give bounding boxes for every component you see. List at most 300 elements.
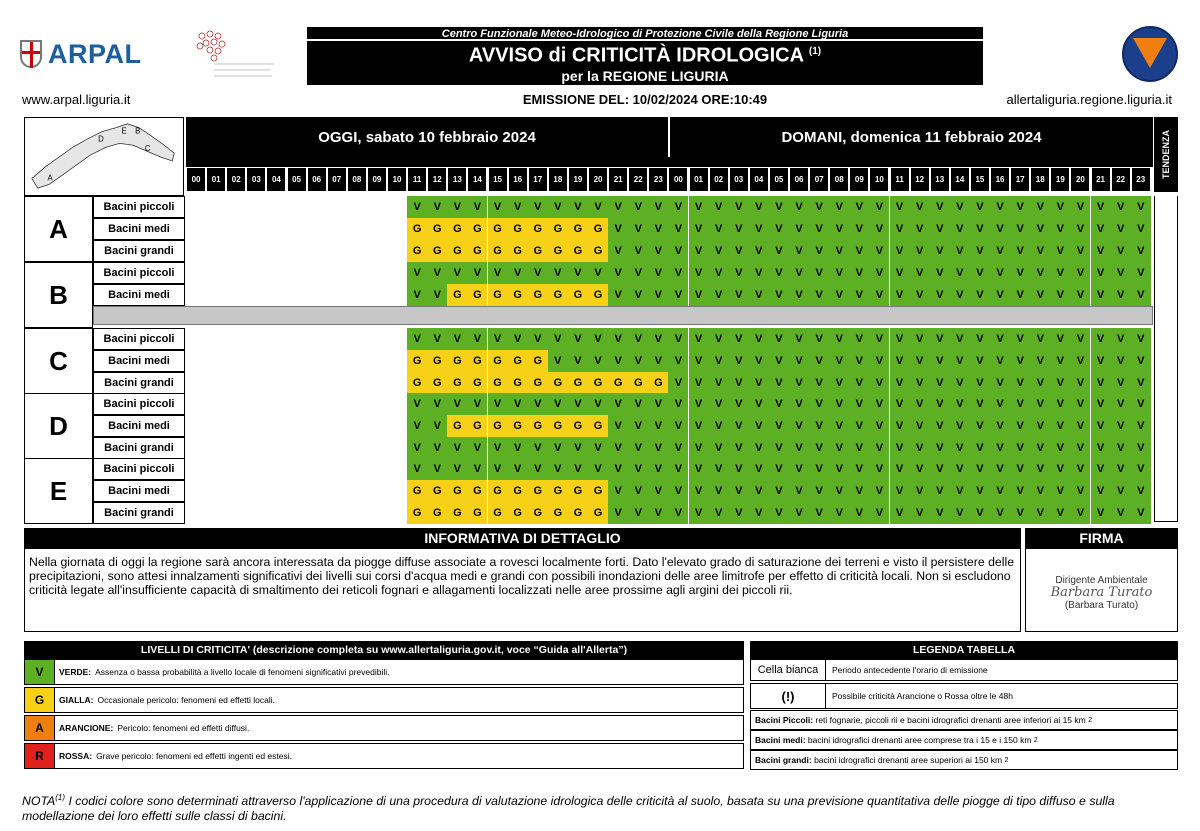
criticality-cell: V (628, 196, 648, 218)
criticality-cell: V (709, 458, 729, 480)
criticality-cell: V (930, 480, 950, 502)
criticality-cell: V (1131, 480, 1151, 502)
map-label-b: B (135, 126, 141, 136)
criticality-cell: V (950, 458, 970, 480)
criticality-cell: V (407, 415, 427, 437)
criticality-cell: V (1010, 240, 1030, 262)
hour-cell: 05 (769, 167, 789, 192)
criticality-cell: V (648, 480, 668, 502)
criticality-cell: V (890, 284, 910, 306)
zone-label: B (24, 262, 93, 328)
criticality-cell: V (1070, 437, 1090, 459)
criticality-cell: V (749, 284, 769, 306)
criticality-cell: G (447, 240, 467, 262)
criticality-cell: V (1050, 415, 1070, 437)
criticality-cell: G (628, 372, 648, 394)
criticality-cell: V (749, 328, 769, 350)
criticality-cell: V (628, 328, 648, 350)
criticality-cell: G (508, 350, 528, 372)
criticality-cell: V (829, 437, 849, 459)
centre-name: Centro Funzionale Meteo-Idrologico di Protezione Civile della Regione Liguria (307, 27, 983, 41)
criticality-cell: V (648, 393, 668, 415)
zone-label: A (24, 196, 93, 262)
criticality-cell: V (689, 240, 709, 262)
criticality-cell: V (1070, 502, 1090, 524)
criticality-cell: V (1131, 437, 1151, 459)
criticality-cell: V (1111, 240, 1131, 262)
level-name: ARANCIONE: (59, 723, 114, 733)
signature-handwriting: Barbara Turato (1050, 585, 1153, 600)
criticality-cell: V (447, 262, 467, 284)
criticality-cell: V (1111, 415, 1131, 437)
criticality-cell: V (1030, 262, 1050, 284)
hour-cell: 10 (869, 167, 889, 192)
criticality-cell: V (508, 393, 528, 415)
criticality-cell: V (1010, 262, 1030, 284)
criticality-cell: G (427, 372, 447, 394)
zone-separator (93, 306, 1153, 325)
criticality-cell: V (1091, 458, 1111, 480)
criticality-cell: G (568, 480, 588, 502)
criticality-cell: V (1050, 284, 1070, 306)
criticality-cell: V (789, 480, 809, 502)
criticality-cell: V (789, 328, 809, 350)
criticality-cell: G (467, 502, 487, 524)
criticality-cell: V (668, 350, 688, 372)
criticality-cell: G (467, 415, 487, 437)
criticality-cell: V (910, 218, 930, 240)
criticality-cell: V (849, 502, 869, 524)
criticality-cell: G (548, 218, 568, 240)
criticality-cell: V (648, 458, 668, 480)
criticality-cell: V (1030, 350, 1050, 372)
criticality-cell: V (1131, 372, 1151, 394)
criticality-cell: V (769, 196, 789, 218)
criticality-cell: V (950, 437, 970, 459)
legend-val-large-basins: bacini idrografici drenanti aree superiori ai 150 km (814, 755, 1003, 765)
criticality-cell: V (668, 415, 688, 437)
criticality-cell: V (608, 240, 628, 262)
level-row-v (24, 659, 744, 685)
criticality-cell: V (869, 328, 889, 350)
hour-cell: 19 (568, 167, 588, 192)
criticality-cell: V (869, 393, 889, 415)
hour-cell: 20 (1070, 167, 1090, 192)
criticality-cell: V (849, 240, 869, 262)
criticality-cell: V (970, 458, 990, 480)
criticality-cell: V (849, 284, 869, 306)
criticality-cell: G (588, 415, 608, 437)
org-name: ARPAL (48, 38, 142, 69)
criticality-cell: V (789, 393, 809, 415)
criticality-cell: V (930, 458, 950, 480)
criticality-cell: V (890, 218, 910, 240)
criticality-cell: V (1111, 218, 1131, 240)
level-code: A (25, 716, 55, 740)
legend-header: LEGENDA TABELLA (750, 641, 1178, 659)
level-name: GIALLA: (59, 695, 94, 705)
criticality-cell: V (970, 502, 990, 524)
criticality-cell: V (789, 240, 809, 262)
legend-row-white-cell (750, 659, 1178, 681)
criticality-cell: V (427, 393, 447, 415)
criticality-cell: V (910, 240, 930, 262)
hour-cell: 18 (548, 167, 568, 192)
criticality-cell: V (849, 196, 869, 218)
level-code: R (25, 744, 55, 768)
hour-cell: 00 (668, 167, 688, 192)
criticality-cell: V (910, 262, 930, 284)
criticality-cell: V (950, 218, 970, 240)
criticality-cell: V (427, 415, 447, 437)
criticality-cell: G (447, 350, 467, 372)
criticality-cell: V (749, 393, 769, 415)
criticality-cell: V (1010, 502, 1030, 524)
criticality-cell: G (467, 350, 487, 372)
criticality-cell: V (528, 458, 548, 480)
criticality-cell: V (1010, 196, 1030, 218)
criticality-cell: V (990, 480, 1010, 502)
criticality-cell: V (789, 415, 809, 437)
criticality-cell: V (1111, 458, 1131, 480)
criticality-cell: V (1030, 502, 1050, 524)
criticality-cell: V (849, 372, 869, 394)
criticality-cell: V (869, 284, 889, 306)
criticality-cell: V (608, 284, 628, 306)
criticality-cell: V (1091, 415, 1111, 437)
criticality-cell: V (930, 262, 950, 284)
criticality-cell: V (829, 502, 849, 524)
criticality-cell: V (668, 196, 688, 218)
criticality-cell: G (427, 502, 447, 524)
criticality-cell: V (930, 240, 950, 262)
level-description: Occasionale pericolo: fenomeni ed effetti locali. (97, 695, 275, 705)
criticality-cell: V (729, 196, 749, 218)
criticality-cell: V (689, 328, 709, 350)
criticality-cell: V (1030, 393, 1050, 415)
criticality-cell: G (528, 218, 548, 240)
criticality-cell: V (709, 328, 729, 350)
criticality-cell: V (1091, 284, 1111, 306)
criticality-cell: V (628, 480, 648, 502)
criticality-cell: G (568, 372, 588, 394)
criticality-cell: V (407, 458, 427, 480)
criticality-cell: V (528, 328, 548, 350)
criticality-cell: V (548, 328, 568, 350)
hour-cell: 08 (829, 167, 849, 192)
level-description: Grave pericolo: fenomeni ed effetti ingenti ed estesi. (96, 751, 292, 761)
criticality-cell: V (950, 372, 970, 394)
criticality-cell: V (1111, 437, 1131, 459)
criticality-cell: V (970, 372, 990, 394)
hour-cell: 01 (206, 167, 226, 192)
criticality-cell: V (749, 480, 769, 502)
criticality-cell: V (508, 437, 528, 459)
criticality-cell: V (508, 328, 528, 350)
criticality-cell: V (568, 328, 588, 350)
criticality-cell: V (467, 328, 487, 350)
levels-header: LIVELLI DI CRITICITA' (descrizione completa su www.allertaliguria.gov.it, voce “Guida all'Allerta”) (24, 641, 744, 659)
criticality-cell: V (749, 415, 769, 437)
criticality-cell: V (970, 284, 990, 306)
criticality-cell: V (1050, 458, 1070, 480)
criticality-cell: G (488, 415, 508, 437)
criticality-cell: G (407, 240, 427, 262)
hour-cell: 16 (508, 167, 528, 192)
hour-cell: 09 (367, 167, 387, 192)
criticality-cell: V (488, 262, 508, 284)
criticality-cell: V (1091, 218, 1111, 240)
criticality-cell: G (648, 372, 668, 394)
criticality-cell: V (910, 415, 930, 437)
criticality-cell: V (950, 350, 970, 372)
criticality-cell: V (789, 196, 809, 218)
criticality-cell: V (970, 437, 990, 459)
hour-cell: 15 (970, 167, 990, 192)
criticality-cell: V (789, 458, 809, 480)
hour-cell: 22 (1111, 167, 1131, 192)
criticality-cell: V (407, 262, 427, 284)
criticality-cell: G (488, 480, 508, 502)
criticality-cell: V (709, 262, 729, 284)
criticality-cell: V (769, 240, 789, 262)
criticality-cell: V (809, 502, 829, 524)
criticality-cell: V (769, 328, 789, 350)
criticality-cell: G (447, 284, 467, 306)
criticality-cell: V (1050, 502, 1070, 524)
criticality-cell: V (407, 196, 427, 218)
map-label-a: A (47, 173, 53, 183)
criticality-cell: V (608, 502, 628, 524)
criticality-cell: V (769, 415, 789, 437)
criticality-cell: V (1010, 218, 1030, 240)
criticality-cell: V (970, 218, 990, 240)
criticality-cell: V (910, 393, 930, 415)
criticality-cell: V (930, 372, 950, 394)
criticality-cell: V (829, 480, 849, 502)
criticality-cell: G (528, 284, 548, 306)
criticality-cell: V (709, 415, 729, 437)
criticality-cell: V (1111, 350, 1131, 372)
hour-cell: 04 (749, 167, 769, 192)
criticality-cell: V (1070, 350, 1090, 372)
hour-cell: 13 (447, 167, 467, 192)
criticality-cell: V (869, 415, 889, 437)
emission-date: EMISSIONE DEL: 10/02/2024 ORE:10:49 (522, 92, 768, 107)
criticality-cell: V (1050, 350, 1070, 372)
criticality-cell: V (668, 393, 688, 415)
criticality-cell: V (1091, 262, 1111, 284)
criticality-cell: V (990, 502, 1010, 524)
criticality-cell: V (729, 458, 749, 480)
basin-label: Bacini grandi (93, 240, 185, 262)
criticality-cell: V (749, 502, 769, 524)
criticality-cell: V (1070, 328, 1090, 350)
criticality-cell: V (447, 437, 467, 459)
criticality-cell: V (890, 196, 910, 218)
criticality-cell: V (407, 328, 427, 350)
criticality-cell: V (749, 240, 769, 262)
criticality-cell: V (608, 196, 628, 218)
criticality-cell: V (950, 328, 970, 350)
criticality-cell: G (447, 218, 467, 240)
criticality-cell: V (608, 437, 628, 459)
criticality-cell: V (769, 262, 789, 284)
criticality-cell: V (1050, 372, 1070, 394)
criticality-cell: G (467, 240, 487, 262)
hour-cell: 14 (467, 167, 487, 192)
criticality-cell: V (427, 284, 447, 306)
hour-cell: 13 (930, 167, 950, 192)
criticality-cell: V (709, 393, 729, 415)
criticality-cell: V (709, 350, 729, 372)
hour-cell: 02 (709, 167, 729, 192)
criticality-cell: V (689, 415, 709, 437)
criticality-cell: V (729, 502, 749, 524)
criticality-cell: V (1111, 262, 1131, 284)
criticality-cell: G (407, 218, 427, 240)
criticality-cell: V (1070, 372, 1090, 394)
criticality-cell: G (447, 372, 467, 394)
criticality-cell: V (628, 502, 648, 524)
criticality-cell: G (528, 240, 548, 262)
criticality-cell: G (568, 218, 588, 240)
arpal-url[interactable]: www.arpal.liguria.it (22, 92, 131, 107)
criticality-cell: V (628, 262, 648, 284)
criticality-cell: V (930, 393, 950, 415)
criticality-cell: V (528, 393, 548, 415)
criticality-cell: V (1111, 480, 1131, 502)
zone-label: C (24, 328, 93, 394)
criticality-cell: G (528, 480, 548, 502)
criticality-cell: V (1050, 262, 1070, 284)
signature-name: (Barbara Turato) (1064, 600, 1139, 611)
criticality-cell: V (950, 262, 970, 284)
criticality-cell: V (809, 437, 829, 459)
criticality-cell: V (608, 458, 628, 480)
criticality-cell: V (809, 196, 829, 218)
criticality-cell: V (729, 350, 749, 372)
criticality-cell: V (1070, 218, 1090, 240)
criticality-cell: G (568, 415, 588, 437)
criticality-cell: V (1070, 196, 1090, 218)
criticality-cell: V (548, 196, 568, 218)
footnote: NOTA$^{(1)}$ I codici colore sono determinati attraverso l'applicazione di una procedura di valutazione idrologica delle criticità al suolo, basata su una previsione quantitativa delle piogge di tipo diffuso e sulla modellazione dei loro effetti sulle classi di bacini. (22, 793, 1115, 824)
criticality-cell: V (849, 458, 869, 480)
legend-key-medium-basins: Bacini medi: (755, 735, 806, 745)
criticality-cell: V (910, 350, 930, 372)
criticality-cell: V (1091, 437, 1111, 459)
criticality-cell: V (1131, 262, 1151, 284)
criticality-cell: G (588, 218, 608, 240)
criticality-cell: V (849, 480, 869, 502)
day-today-header: OGGI, sabato 10 febbraio 2024 (186, 117, 668, 157)
criticality-cell: V (749, 218, 769, 240)
level-name: ROSSA: (59, 751, 93, 761)
criticality-cell: G (488, 218, 508, 240)
criticality-cell: V (1030, 458, 1050, 480)
criticality-cell: V (488, 196, 508, 218)
hour-cell: 01 (689, 167, 709, 192)
criticality-cell: V (890, 262, 910, 284)
criticality-cell: V (1030, 480, 1050, 502)
criticality-cell: G (427, 240, 447, 262)
criticality-cell: V (568, 196, 588, 218)
criticality-cell: V (890, 393, 910, 415)
level-row-r (24, 743, 744, 769)
criticality-cell: V (789, 218, 809, 240)
criticality-cell: V (930, 218, 950, 240)
criticality-cell: V (1091, 480, 1111, 502)
criticality-cell: V (829, 328, 849, 350)
hour-cell: 15 (488, 167, 508, 192)
criticality-cell: V (970, 262, 990, 284)
criticality-cell: G (447, 502, 467, 524)
criticality-cell: G (548, 502, 568, 524)
criticality-cell: V (1070, 415, 1090, 437)
criticality-cell: V (528, 196, 548, 218)
legend-row-large-basins: Bacini grandi: bacini idrografici drenanti aree superiori ai 150 km 2 (750, 750, 1178, 770)
hour-cell: 03 (246, 167, 266, 192)
criticality-cell: G (548, 415, 568, 437)
criticality-cell: V (729, 240, 749, 262)
criticality-cell: V (990, 415, 1010, 437)
criticality-cell: V (689, 437, 709, 459)
criticality-cell: V (950, 502, 970, 524)
criticality-cell: V (608, 328, 628, 350)
criticality-cell: V (910, 502, 930, 524)
criticality-cell: V (608, 480, 628, 502)
criticality-cell: V (910, 437, 930, 459)
hour-cell: 20 (588, 167, 608, 192)
criticality-cell: V (769, 502, 789, 524)
hour-cell: 00 (186, 167, 206, 192)
criticality-cell: V (568, 350, 588, 372)
hour-cell: 06 (307, 167, 327, 192)
criticality-cell: V (829, 350, 849, 372)
criticality-cell: V (729, 328, 749, 350)
criticality-cell: V (648, 284, 668, 306)
criticality-cell: V (990, 393, 1010, 415)
criticality-cell: G (588, 502, 608, 524)
criticality-cell: V (849, 350, 869, 372)
criticality-cell: V (1070, 393, 1090, 415)
criticality-cell: V (849, 393, 869, 415)
criticality-cell: V (1091, 240, 1111, 262)
criticality-cell: V (910, 480, 930, 502)
criticality-cell: V (648, 350, 668, 372)
criticality-cell: G (508, 502, 528, 524)
criticality-cell: V (1010, 393, 1030, 415)
criticality-cell: G (588, 372, 608, 394)
criticality-cell: G (588, 284, 608, 306)
criticality-cell: V (447, 196, 467, 218)
allerta-url[interactable]: allertaliguria.regione.liguria.it (1006, 92, 1172, 107)
basin-label: Bacini piccoli (93, 458, 185, 480)
hour-cell: 18 (1030, 167, 1050, 192)
criticality-cell: V (1091, 350, 1111, 372)
criticality-cell: V (427, 437, 447, 459)
legend-val-medium-basins: bacini idrografici drenanti aree comprese tra i 15 e i 150 km (807, 735, 1032, 745)
criticality-cell: V (829, 196, 849, 218)
criticality-cell: V (628, 437, 648, 459)
hour-cell: 14 (950, 167, 970, 192)
criticality-cell: V (1091, 372, 1111, 394)
criticality-cell: V (1010, 284, 1030, 306)
criticality-cell: G (568, 240, 588, 262)
criticality-cell: G (568, 284, 588, 306)
criticality-cell: V (910, 196, 930, 218)
